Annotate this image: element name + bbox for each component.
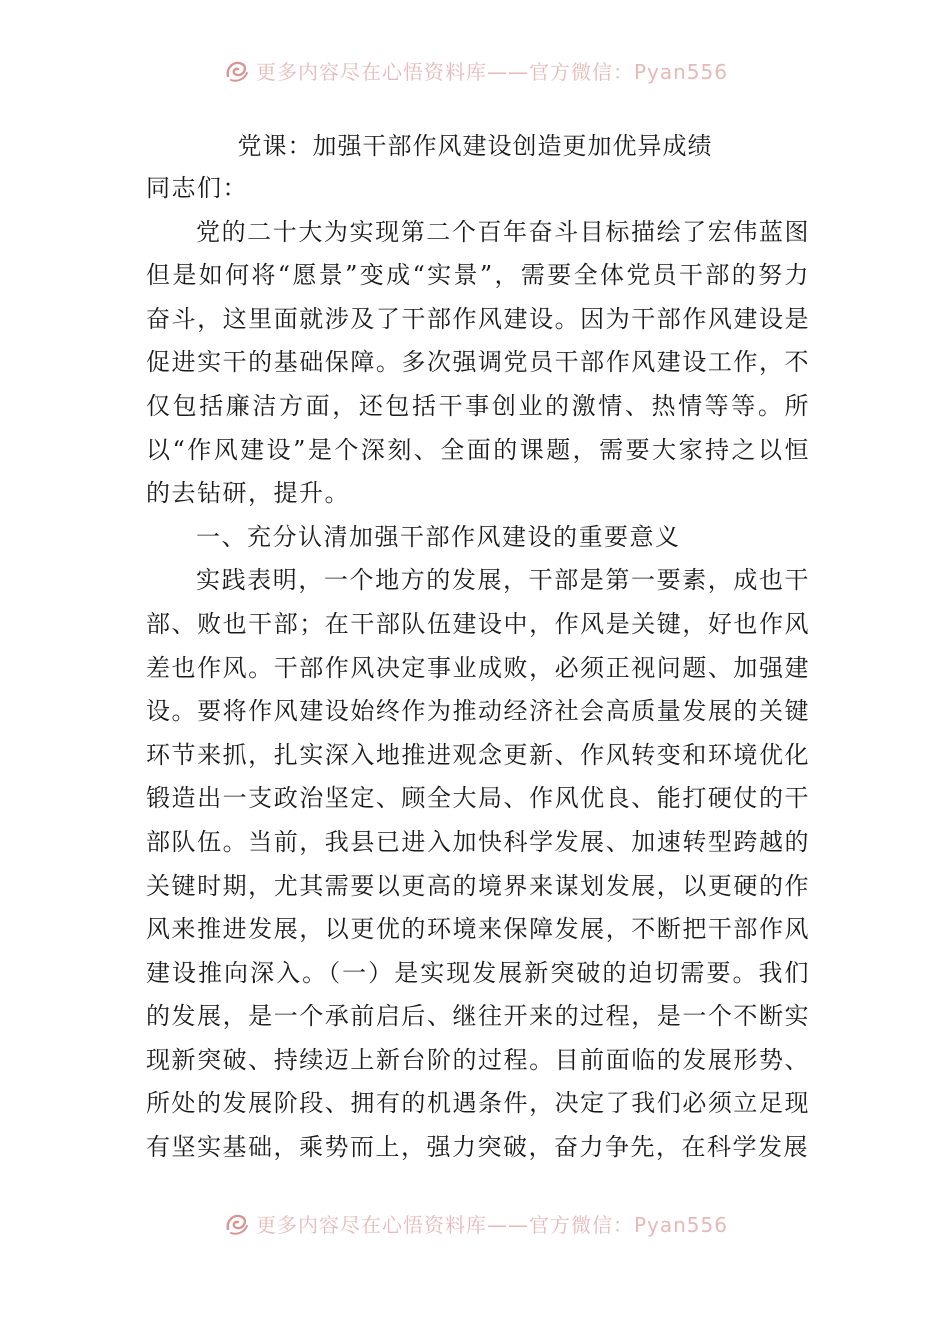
spiral-logo-icon bbox=[222, 56, 250, 84]
salutation: 同志们： bbox=[146, 174, 248, 202]
paragraph-body: 实践表明，一个地方的发展，干部是第一要素，成也干部、败也干部；在干部队伍建设中，作风是关键，好也作风差也作风。干部作风决定事业成败，必须正视问题、加强建设。要将作风建设始终作为推动经济社会高质量发展的关键环节来抓，扎实深入地推进观念更新、作风转变和环境优化锻造出一支政治坚定、顾全大局、作风优良、能打硬仗的干部队伍。当前，我县已进入加快科学发展、加速转型跨越的关键时期，尤其需要以更高的境界来谋划发展，以更硬的作风来推进发展，以更优的环境来保障发展，不断把干部作风建设推向深入。（一）是实现发展新突破的迫切需要。我们的发展，是一个承前启后、继往开来的过程，是一个不断实现新突破、持续迈上新台阶的过程。目前面临的发展形势、所处的发展阶段、拥有的机遇条件，决定了我们必须立足现有坚实基础，乘势而上，强力突破，奋力争先，在科学发展 bbox=[146, 566, 810, 1162]
watermark-footer bbox=[0, 1203, 950, 1243]
watermark-text: 更多内容尽在心悟资料库——官方微信：Pyan556 bbox=[255, 1212, 728, 1237]
watermark-header bbox=[0, 50, 950, 90]
paragraph-intro: 党的二十大为实现第二个百年奋斗目标描绘了宏伟蓝图但是如何将“愿景”变成“实景”，需要全体党员干部的努力奋斗，这里面就涉及了干部作风建设。因为干部作风建设是促进实干的基础保障。多次强调党员干部作风建设工作，不仅包括廉洁方面，还包括干事创业的激情、热情等等。所以“作风建设”是个深刻、全面的课题，需要大家持之以恒的去钻研，提升。 bbox=[146, 217, 810, 508]
watermark-text: 更多内容尽在心悟资料库——官方微信：Pyan556 bbox=[255, 59, 728, 84]
document-body bbox=[146, 167, 810, 1170]
section-heading-1: 一、充分认清加强干部作风建设的重要意义 bbox=[196, 522, 681, 551]
page-title: 党课：加强干部作风建设创造更加优异成绩 bbox=[237, 132, 713, 160]
spiral-logo-icon bbox=[222, 1209, 250, 1237]
